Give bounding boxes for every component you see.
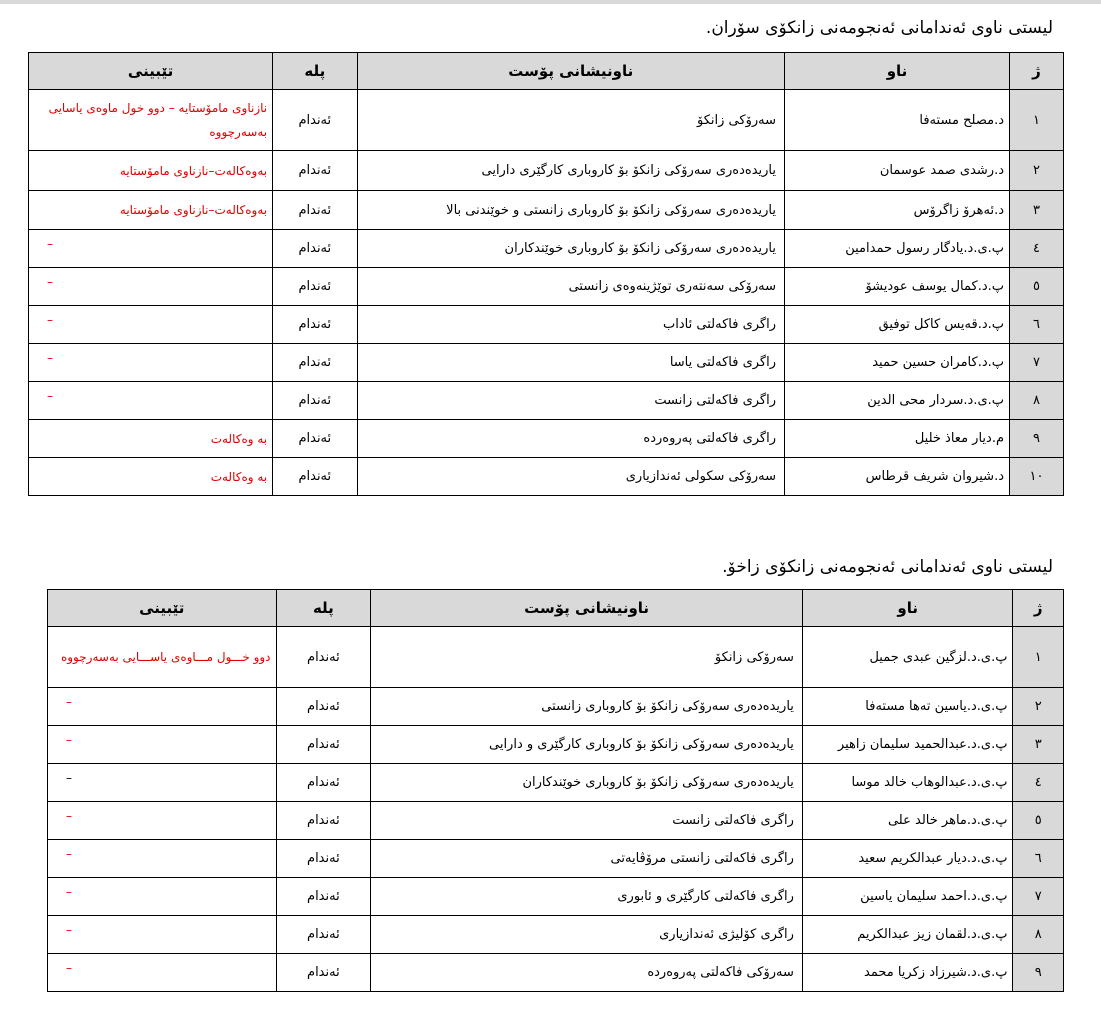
member-position: یاریدەدەری سەرۆکی زانکۆ بۆ کاروباری کارگێری دارایی [357, 151, 785, 191]
member-note: – [48, 764, 277, 802]
member-position: راگری فاکەلتی زانستی مرۆڤایەتی [371, 840, 803, 878]
member-grade: ئەندام [276, 764, 371, 802]
member-grade: ئەندام [273, 344, 357, 382]
member-grade: ئەندام [276, 802, 371, 840]
row-number: ٩ [1013, 954, 1064, 992]
member-name: پ.ی.د.شیرزاد زکریا محمد [802, 954, 1013, 992]
member-note: دوو خـــول مـــاوەی یاســـایی بەسەرچووە [48, 627, 277, 688]
member-grade: ئەندام [273, 90, 357, 151]
member-note: – [48, 878, 277, 916]
table-row [48, 916, 1064, 954]
header-grade: پلە [276, 590, 371, 627]
member-grade: ئەندام [273, 151, 357, 191]
member-position: یاریدەدەری سەرۆکی زانکۆ بۆ کاروباری کارگێری و دارایی [371, 726, 803, 764]
member-name: پ.ی.د.لقمان زیز عبدالکریم [802, 916, 1013, 954]
member-note: – [29, 344, 273, 382]
member-name: د.مصلح مستەفا [785, 90, 1010, 151]
member-position: راگری فاکەلتی کارگێری و ئابوری [371, 878, 803, 916]
soran-council-table [28, 52, 1064, 496]
member-position: راگری فاکەلتی زانست [357, 382, 785, 420]
row-number: ٦ [1010, 306, 1064, 344]
row-number: ٥ [1013, 802, 1064, 840]
table-header-row [29, 53, 1064, 90]
member-name: د.رشدی صمد عوسمان [785, 151, 1010, 191]
table-row [48, 840, 1064, 878]
row-number: ٧ [1010, 344, 1064, 382]
member-position: یاریدەدەری سەرۆکی زانکۆ بۆ کاروباری زانستی [371, 688, 803, 726]
table-header-row [48, 590, 1064, 627]
member-note: – [29, 230, 273, 268]
member-name: د.ئەهرۆ زاگرۆس [785, 191, 1010, 230]
member-note: – [48, 688, 277, 726]
member-note: نازناوی مامۆستایە – دوو خول ماوەی یاسایی بەسەرچووە [29, 90, 273, 151]
member-note: – [48, 840, 277, 878]
table-row [48, 878, 1064, 916]
row-number: ٦ [1013, 840, 1064, 878]
member-grade: ئەندام [276, 726, 371, 764]
header-num: ژ [1013, 590, 1064, 627]
member-position: سەرۆکی زانکۆ [371, 627, 803, 688]
row-number: ٧ [1013, 878, 1064, 916]
member-name: د.شیروان شریف قرطاس [785, 458, 1010, 496]
row-number: ٢ [1010, 151, 1064, 191]
header-notes: تێبینی [29, 53, 273, 90]
member-name: پ.ی.د.احمد سلیمان یاسین [802, 878, 1013, 916]
member-grade: ئەندام [276, 688, 371, 726]
member-note: – [29, 268, 273, 306]
row-number: ٨ [1013, 916, 1064, 954]
row-number: ٣ [1013, 726, 1064, 764]
row-number: ١ [1013, 627, 1064, 688]
table-row [48, 688, 1064, 726]
member-name: پ.ی.د.ماهر خالد علی [802, 802, 1013, 840]
member-position: یاریدەدەری سەرۆکی زانکۆ بۆ کاروباری خوێندکاران [357, 230, 785, 268]
top-border-line [0, 0, 1101, 4]
member-name: پ.ی.د.عبدالوهاب خالد موسا [802, 764, 1013, 802]
member-position: سەرۆکی سکولی ئەندازیاری [357, 458, 785, 496]
member-note: – [29, 382, 273, 420]
member-note: – [48, 916, 277, 954]
member-note: – [48, 726, 277, 764]
table-row [29, 151, 1064, 191]
header-name: ناو [802, 590, 1013, 627]
member-name: پ.ی.د.عبدالحمید سلیمان زاهیر [802, 726, 1013, 764]
table-row [29, 344, 1064, 382]
table-row [48, 954, 1064, 992]
member-name: پ.ی.د.یادگار رسول حمدامین [785, 230, 1010, 268]
header-notes: تێبینی [48, 590, 277, 627]
member-note: – [29, 306, 273, 344]
member-position: سەرۆکی سەنتەری توێژینەوەی زانستی [357, 268, 785, 306]
member-note: بەوەکالەت–نازناوی مامۆستایە [29, 191, 273, 230]
member-name: پ.د.کامران حسین حمید [785, 344, 1010, 382]
row-number: ٩ [1010, 420, 1064, 458]
header-name: ناو [785, 53, 1010, 90]
member-grade: ئەندام [273, 382, 357, 420]
table-row [48, 627, 1064, 688]
member-grade: ئەندام [276, 840, 371, 878]
table-row [29, 306, 1064, 344]
table-row [29, 90, 1064, 151]
member-position: راگری کۆلیژی ئەندازیاری [371, 916, 803, 954]
row-number: ٤ [1013, 764, 1064, 802]
member-grade: ئەندام [273, 230, 357, 268]
table-row [48, 802, 1064, 840]
row-number: ١ [1010, 90, 1064, 151]
member-note: بە وەکالەت [29, 458, 273, 496]
member-grade: ئەندام [273, 306, 357, 344]
member-note: بەوەکالەت–نازناوی مامۆستایە [29, 151, 273, 191]
member-name: پ.ی.د.لزگین عبدی جمیل [802, 627, 1013, 688]
member-note: – [48, 802, 277, 840]
member-position: سەرۆکی زانکۆ [357, 90, 785, 151]
row-number: ٨ [1010, 382, 1064, 420]
row-number: ٥ [1010, 268, 1064, 306]
table-row [29, 458, 1064, 496]
member-name: پ.ی.د.سردار محی الدین [785, 382, 1010, 420]
member-position: یاریدەدەری سەرۆکی زانکۆ بۆ کاروباری زانستی و خوێندنی بالا [357, 191, 785, 230]
member-position: یاریدەدەری سەرۆکی زانکۆ بۆ کاروباری خوێندکاران [371, 764, 803, 802]
table-row [29, 191, 1064, 230]
zakho-council-table [47, 589, 1064, 992]
member-position: راگری فاکەلتی زانست [371, 802, 803, 840]
table-row [29, 420, 1064, 458]
member-name: پ.د.قەیس کاکل توفیق [785, 306, 1010, 344]
table1-title: لیستی ناوی ئەندامانی ئەنجومەنی زانکۆی سۆران. [705, 18, 1053, 38]
member-grade: ئەندام [276, 916, 371, 954]
member-position: سەرۆکی فاکەلتی پەروەردە [371, 954, 803, 992]
member-position: راگری فاکەلتی یاسا [357, 344, 785, 382]
member-grade: ئەندام [273, 458, 357, 496]
table-row [29, 268, 1064, 306]
table-row [29, 230, 1064, 268]
row-number: ٤ [1010, 230, 1064, 268]
member-grade: ئەندام [276, 627, 371, 688]
member-name: پ.ی.د.یاسین تەها مستەفا [802, 688, 1013, 726]
member-note: بە وەکالەت [29, 420, 273, 458]
header-position: ناونیشانی پۆست [371, 590, 803, 627]
member-name: م.دیار معاذ خلیل [785, 420, 1010, 458]
member-grade: ئەندام [273, 191, 357, 230]
row-number: ١٠ [1010, 458, 1064, 496]
table-row [29, 382, 1064, 420]
member-position: راگری فاکەلتی ئاداب [357, 306, 785, 344]
table-row [48, 764, 1064, 802]
member-name: پ.د.کمال یوسف عودیشۆ [785, 268, 1010, 306]
row-number: ٣ [1010, 191, 1064, 230]
member-grade: ئەندام [273, 420, 357, 458]
row-number: ٢ [1013, 688, 1064, 726]
header-grade: پلە [273, 53, 357, 90]
member-grade: ئەندام [273, 268, 357, 306]
member-name: پ.ی.د.دیار عبدالکریم سعید [802, 840, 1013, 878]
member-position: راگری فاکەلتی پەروەردە [357, 420, 785, 458]
member-grade: ئەندام [276, 954, 371, 992]
table-row [48, 726, 1064, 764]
member-note: – [48, 954, 277, 992]
header-position: ناونیشانی پۆست [357, 53, 785, 90]
member-grade: ئەندام [276, 878, 371, 916]
table2-title: لیستی ناوی ئەندامانی ئەنجومەنی زانکۆی زاخۆ. [722, 557, 1053, 577]
header-num: ژ [1010, 53, 1064, 90]
